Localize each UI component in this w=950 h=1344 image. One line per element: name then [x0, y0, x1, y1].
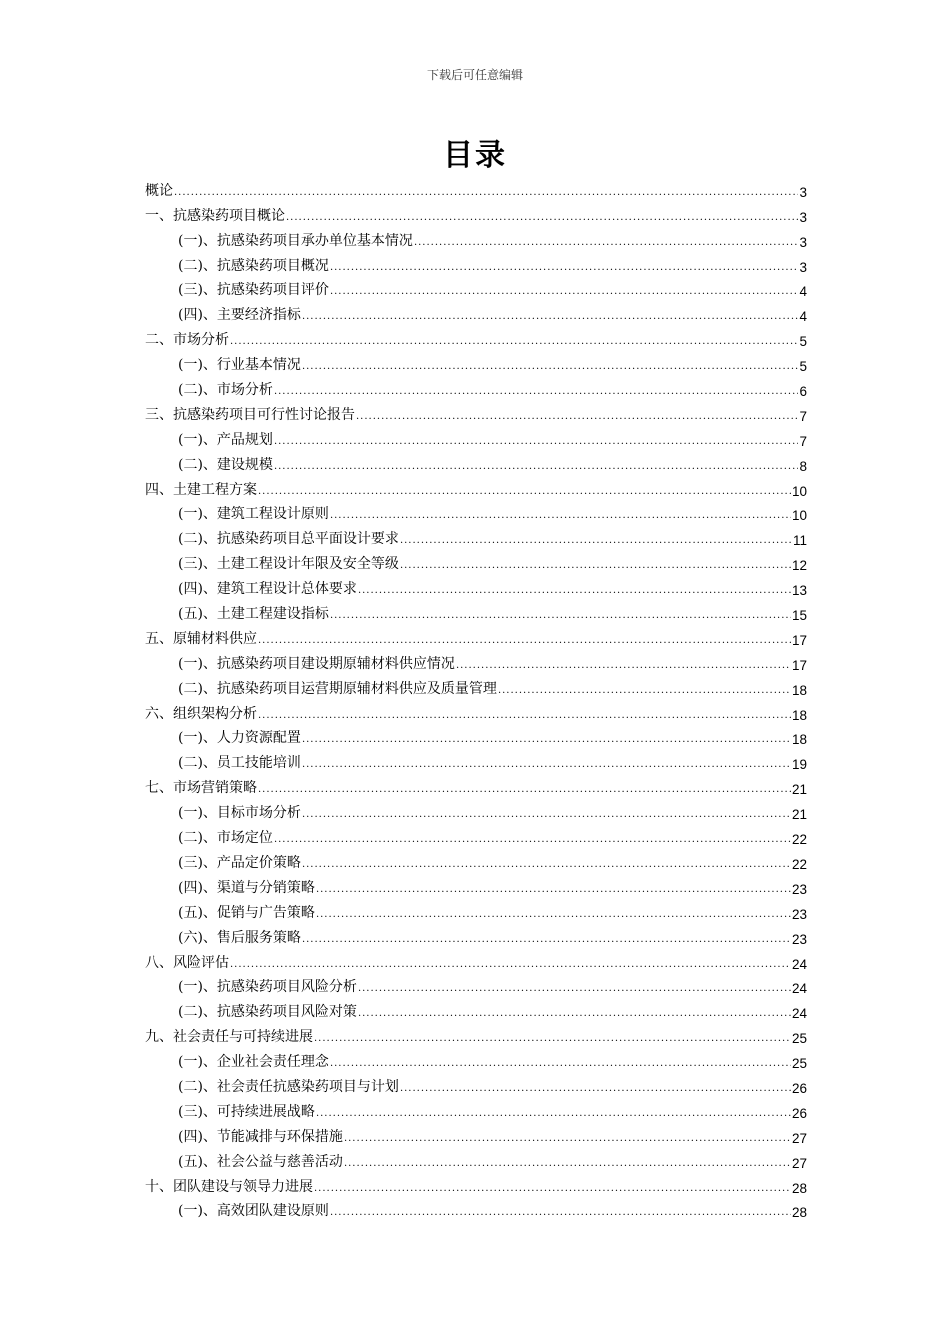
- toc-dot-leader: [316, 909, 791, 920]
- toc-title: 目录: [443, 138, 507, 173]
- toc-dot-leader: [330, 510, 791, 521]
- toc-dot-leader: [400, 560, 791, 571]
- toc-entry-page-number: 17: [791, 657, 807, 673]
- toc-entry-page-number: 3: [799, 234, 807, 250]
- toc-dot-leader: [414, 237, 799, 248]
- toc-entry[interactable]: [145, 399, 807, 424]
- toc-dot-leader: [302, 809, 791, 820]
- toc-entry[interactable]: [145, 523, 807, 548]
- toc-entry[interactable]: [145, 1146, 807, 1171]
- toc-entry[interactable]: [145, 598, 807, 623]
- toc-entry-page-number: 21: [791, 782, 807, 798]
- toc-entry-page-number: 8: [799, 458, 807, 474]
- toc-entry-page-number: 10: [791, 483, 807, 499]
- toc-entry-title: (一)、目标市场分析: [178, 805, 301, 822]
- toc-entry[interactable]: [145, 1196, 807, 1221]
- toc-entry-page-number: 26: [791, 1080, 807, 1096]
- toc-dot-leader: [302, 734, 791, 745]
- toc-dot-leader: [258, 486, 791, 497]
- toc-entry-page-number: 3: [799, 209, 807, 225]
- toc-entry-title: (一)、企业社会责任理念: [178, 1054, 329, 1071]
- toc-entry[interactable]: [145, 872, 807, 897]
- toc-entry[interactable]: [145, 772, 807, 797]
- toc-entry[interactable]: [145, 299, 807, 324]
- toc-entry[interactable]: [145, 499, 807, 524]
- page-header-note: 下载后可任意编辑: [426, 68, 523, 82]
- table-of-contents: [145, 175, 807, 1220]
- toc-entry[interactable]: [145, 250, 807, 275]
- toc-dot-leader: [498, 685, 791, 696]
- toc-dot-leader: [330, 610, 791, 621]
- toc-entry-page-number: 12: [791, 558, 807, 574]
- toc-entry[interactable]: [145, 324, 807, 349]
- toc-entry-page-number: 21: [791, 807, 807, 823]
- toc-entry-title: (一)、产品规划: [178, 431, 273, 448]
- toc-entry-title: 六、组织架构分析: [145, 705, 257, 722]
- toc-entry[interactable]: [145, 349, 807, 374]
- toc-entry-title: 七、市场营销策略: [145, 780, 257, 797]
- toc-entry-title: (五)、社会公益与慈善活动: [178, 1153, 343, 1170]
- toc-entry-title: (二)、市场分析: [178, 382, 273, 399]
- toc-entry-page-number: 25: [791, 1031, 807, 1047]
- toc-entry-page-number: 6: [799, 384, 807, 400]
- toc-entry-page-number: 23: [791, 906, 807, 922]
- toc-entry-title: 九、社会责任与可持续进展: [145, 1029, 313, 1046]
- toc-entry[interactable]: [145, 797, 807, 822]
- toc-entry[interactable]: [145, 922, 807, 947]
- toc-dot-leader: [230, 959, 791, 970]
- toc-entry-page-number: 25: [791, 1056, 807, 1072]
- toc-dot-leader: [330, 1058, 791, 1069]
- toc-entry-page-number: 18: [791, 707, 807, 723]
- toc-entry-title: (二)、建设规模: [178, 456, 273, 473]
- toc-entry-page-number: 27: [791, 1130, 807, 1146]
- toc-entry[interactable]: [145, 424, 807, 449]
- toc-entry-title: (一)、建筑工程设计原则: [178, 506, 329, 523]
- toc-entry-title: (二)、社会责任抗感染药项目与计划: [178, 1078, 399, 1095]
- toc-entry[interactable]: [145, 747, 807, 772]
- toc-entry-title: (三)、抗感染药项目评价: [178, 282, 329, 299]
- toc-entry[interactable]: [145, 1021, 807, 1046]
- toc-entry[interactable]: [145, 1046, 807, 1071]
- toc-entry[interactable]: [145, 1071, 807, 1096]
- toc-entry-page-number: 23: [791, 931, 807, 947]
- toc-dot-leader: [174, 187, 798, 198]
- toc-entry-page-number: 13: [791, 583, 807, 599]
- toc-entry-title: (三)、土建工程设计年限及安全等级: [178, 556, 399, 573]
- toc-dot-leader: [344, 1133, 791, 1144]
- toc-dot-leader: [358, 1008, 791, 1019]
- toc-entry-page-number: 18: [791, 682, 807, 698]
- toc-entry-title: (一)、抗感染药项目建设期原辅材料供应情况: [178, 655, 455, 672]
- toc-entry-title: (一)、抗感染药项目风险分析: [178, 979, 357, 996]
- toc-entry[interactable]: [145, 449, 807, 474]
- toc-dot-leader: [302, 311, 799, 322]
- toc-entry-page-number: 26: [791, 1105, 807, 1121]
- toc-entry[interactable]: [145, 548, 807, 573]
- toc-entry-title: (二)、员工技能培训: [178, 755, 301, 772]
- toc-dot-leader: [302, 859, 791, 870]
- toc-entry-title: 概论: [145, 182, 173, 199]
- toc-entry-page-number: 5: [799, 359, 807, 375]
- toc-entry[interactable]: [145, 847, 807, 872]
- toc-dot-leader: [356, 411, 798, 422]
- toc-entry-title: (四)、主要经济指标: [178, 307, 301, 324]
- toc-dot-leader: [330, 1207, 791, 1218]
- toc-entry-page-number: 3: [799, 259, 807, 275]
- toc-entry-page-number: 7: [799, 408, 807, 424]
- toc-entry-page-number: 19: [791, 757, 807, 773]
- toc-entry[interactable]: [145, 1096, 807, 1121]
- toc-dot-leader: [230, 336, 798, 347]
- toc-entry[interactable]: [145, 374, 807, 399]
- toc-entry-title: 十、团队建设与领导力进展: [145, 1178, 313, 1195]
- toc-entry[interactable]: [145, 897, 807, 922]
- toc-dot-leader: [316, 1108, 791, 1119]
- toc-entry-title: 五、原辅材料供应: [145, 630, 257, 647]
- toc-entry-page-number: 7: [799, 433, 807, 449]
- toc-entry-page-number: 17: [791, 632, 807, 648]
- toc-entry[interactable]: [145, 474, 807, 499]
- toc-dot-leader: [286, 212, 798, 223]
- toc-dot-leader: [316, 884, 791, 895]
- toc-dot-leader: [400, 1083, 791, 1094]
- toc-entry[interactable]: [145, 573, 807, 598]
- toc-dot-leader: [330, 262, 799, 273]
- toc-entry-title: (二)、抗感染药项目总平面设计要求: [178, 531, 399, 548]
- toc-entry-title: (二)、抗感染药项目风险对策: [178, 1004, 357, 1021]
- toc-entry[interactable]: [145, 673, 807, 698]
- toc-entry-page-number: 22: [791, 832, 807, 848]
- toc-entry[interactable]: [145, 996, 807, 1021]
- toc-dot-leader: [302, 759, 791, 770]
- toc-entry[interactable]: [145, 623, 807, 648]
- toc-entry-title: (四)、渠道与分销策略: [178, 879, 315, 896]
- toc-entry[interactable]: [145, 200, 807, 225]
- toc-dot-leader: [330, 286, 799, 297]
- toc-entry-title: (四)、建筑工程设计总体要求: [178, 581, 357, 598]
- toc-dot-leader: [456, 660, 791, 671]
- toc-entry[interactable]: [145, 972, 807, 997]
- toc-entry-page-number: 24: [791, 956, 807, 972]
- toc-entry-title: (一)、抗感染药项目承办单位基本情况: [178, 232, 413, 249]
- toc-entry-title: (五)、促销与广告策略: [178, 904, 315, 921]
- toc-entry-title: (四)、节能减排与环保措施: [178, 1128, 343, 1145]
- toc-dot-leader: [274, 436, 799, 447]
- toc-entry-page-number: 28: [791, 1205, 807, 1221]
- toc-entry-page-number: 10: [791, 508, 807, 524]
- toc-dot-leader: [302, 361, 799, 372]
- toc-dot-leader: [258, 784, 791, 795]
- toc-entry[interactable]: [145, 175, 807, 200]
- toc-entry-page-number: 15: [791, 608, 807, 624]
- toc-entry-page-number: 3: [799, 184, 807, 200]
- toc-dot-leader: [314, 1183, 791, 1194]
- toc-dot-leader: [258, 710, 791, 721]
- toc-entry-title: (一)、高效团队建设原则: [178, 1203, 329, 1220]
- toc-entry-page-number: 4: [799, 309, 807, 325]
- toc-entry-title: (二)、抗感染药项目概况: [178, 257, 329, 274]
- toc-entry-page-number: 5: [799, 334, 807, 350]
- toc-entry[interactable]: [145, 723, 807, 748]
- toc-entry-title: 八、风险评估: [145, 954, 229, 971]
- toc-entry[interactable]: [145, 947, 807, 972]
- toc-entry[interactable]: [145, 1121, 807, 1146]
- toc-entry-title: (一)、人力资源配置: [178, 730, 301, 747]
- toc-entry-page-number: 4: [799, 284, 807, 300]
- toc-entry-page-number: 24: [791, 1006, 807, 1022]
- toc-entry-page-number: 18: [791, 732, 807, 748]
- toc-entry-page-number: 24: [791, 981, 807, 997]
- toc-entry[interactable]: [145, 698, 807, 723]
- toc-entry-page-number: 22: [791, 856, 807, 872]
- toc-dot-leader: [400, 535, 792, 546]
- toc-dot-leader: [274, 461, 799, 472]
- toc-entry-title: (三)、可持续进展战略: [178, 1103, 315, 1120]
- toc-entry-page-number: 11: [792, 533, 807, 549]
- toc-entry-title: 三、抗感染药项目可行性讨论报告: [145, 406, 355, 423]
- toc-entry[interactable]: [145, 225, 807, 250]
- toc-entry-page-number: 28: [791, 1180, 807, 1196]
- toc-dot-leader: [314, 1033, 791, 1044]
- toc-dot-leader: [344, 1158, 791, 1169]
- toc-entry[interactable]: [145, 1171, 807, 1196]
- toc-entry-title: 二、市场分析: [145, 332, 229, 349]
- toc-dot-leader: [258, 635, 791, 646]
- toc-entry-title: 四、土建工程方案: [145, 481, 257, 498]
- toc-dot-leader: [302, 934, 791, 945]
- toc-entry[interactable]: [145, 648, 807, 673]
- toc-dot-leader: [358, 585, 791, 596]
- toc-entry-page-number: 23: [791, 881, 807, 897]
- toc-entry-title: (三)、产品定价策略: [178, 854, 301, 871]
- toc-dot-leader: [274, 834, 791, 845]
- toc-entry-title: 一、抗感染药项目概论: [145, 207, 285, 224]
- toc-entry-title: (二)、市场定位: [178, 830, 273, 847]
- toc-entry-title: (二)、抗感染药项目运营期原辅材料供应及质量管理: [178, 680, 497, 697]
- toc-entry[interactable]: [145, 275, 807, 300]
- toc-entry-title: (六)、售后服务策略: [178, 929, 301, 946]
- toc-entry-title: (一)、行业基本情况: [178, 357, 301, 374]
- toc-dot-leader: [358, 983, 791, 994]
- toc-entry[interactable]: [145, 822, 807, 847]
- toc-dot-leader: [274, 386, 799, 397]
- toc-entry-page-number: 27: [791, 1155, 807, 1171]
- toc-entry-title: (五)、土建工程建设指标: [178, 606, 329, 623]
